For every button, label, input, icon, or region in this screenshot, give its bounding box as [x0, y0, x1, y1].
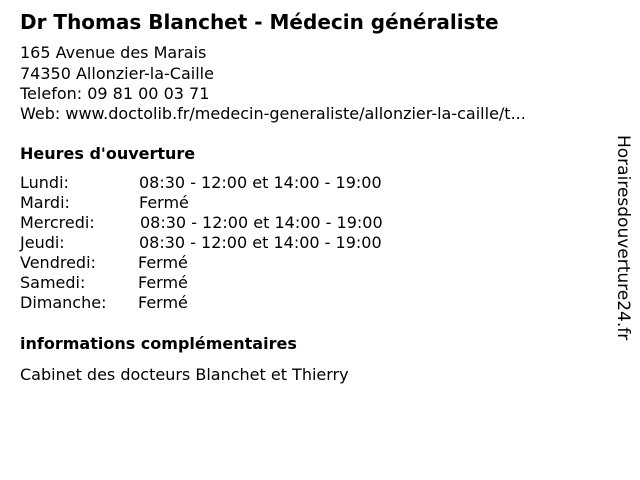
day-label: Samedi:: [20, 273, 86, 292]
page-title: Dr Thomas Blanchet - Médecin généraliste: [20, 10, 499, 34]
day-hours: 08:30 - 12:00 et 14:00 - 19:00: [139, 233, 382, 252]
hours-heading: Heures d'ouverture: [20, 144, 196, 163]
day-label: Dimanche:: [20, 293, 107, 312]
address-street: 165 Avenue des Marais: [20, 43, 207, 62]
day-label: Lundi:: [20, 173, 69, 192]
day-hours: Fermé: [138, 253, 188, 272]
day-label: Mercredi:: [20, 213, 95, 232]
day-hours: Fermé: [139, 193, 189, 212]
day-hours: 08:30 - 12:00 et 14:00 - 19:00: [139, 173, 382, 192]
info-text: Cabinet des docteurs Blanchet et Thierry: [20, 365, 349, 384]
site-watermark: Horairesdouverture24.fr: [613, 135, 633, 341]
phone-number[interactable]: Telefon: 09 81 00 03 71: [20, 84, 210, 103]
day-label: Jeudi:: [20, 233, 65, 252]
day-label: Mardi:: [20, 193, 70, 212]
day-hours: Fermé: [138, 293, 188, 312]
day-hours: Fermé: [138, 273, 188, 292]
address-city: 74350 Allonzier-la-Caille: [20, 64, 214, 83]
day-hours: 08:30 - 12:00 et 14:00 - 19:00: [140, 213, 383, 232]
info-heading: informations complémentaires: [20, 334, 297, 353]
day-label: Vendredi:: [20, 253, 96, 272]
website-link[interactable]: Web: www.doctolib.fr/medecin-generaliste/allonzier-la-caille/t...: [20, 104, 526, 123]
